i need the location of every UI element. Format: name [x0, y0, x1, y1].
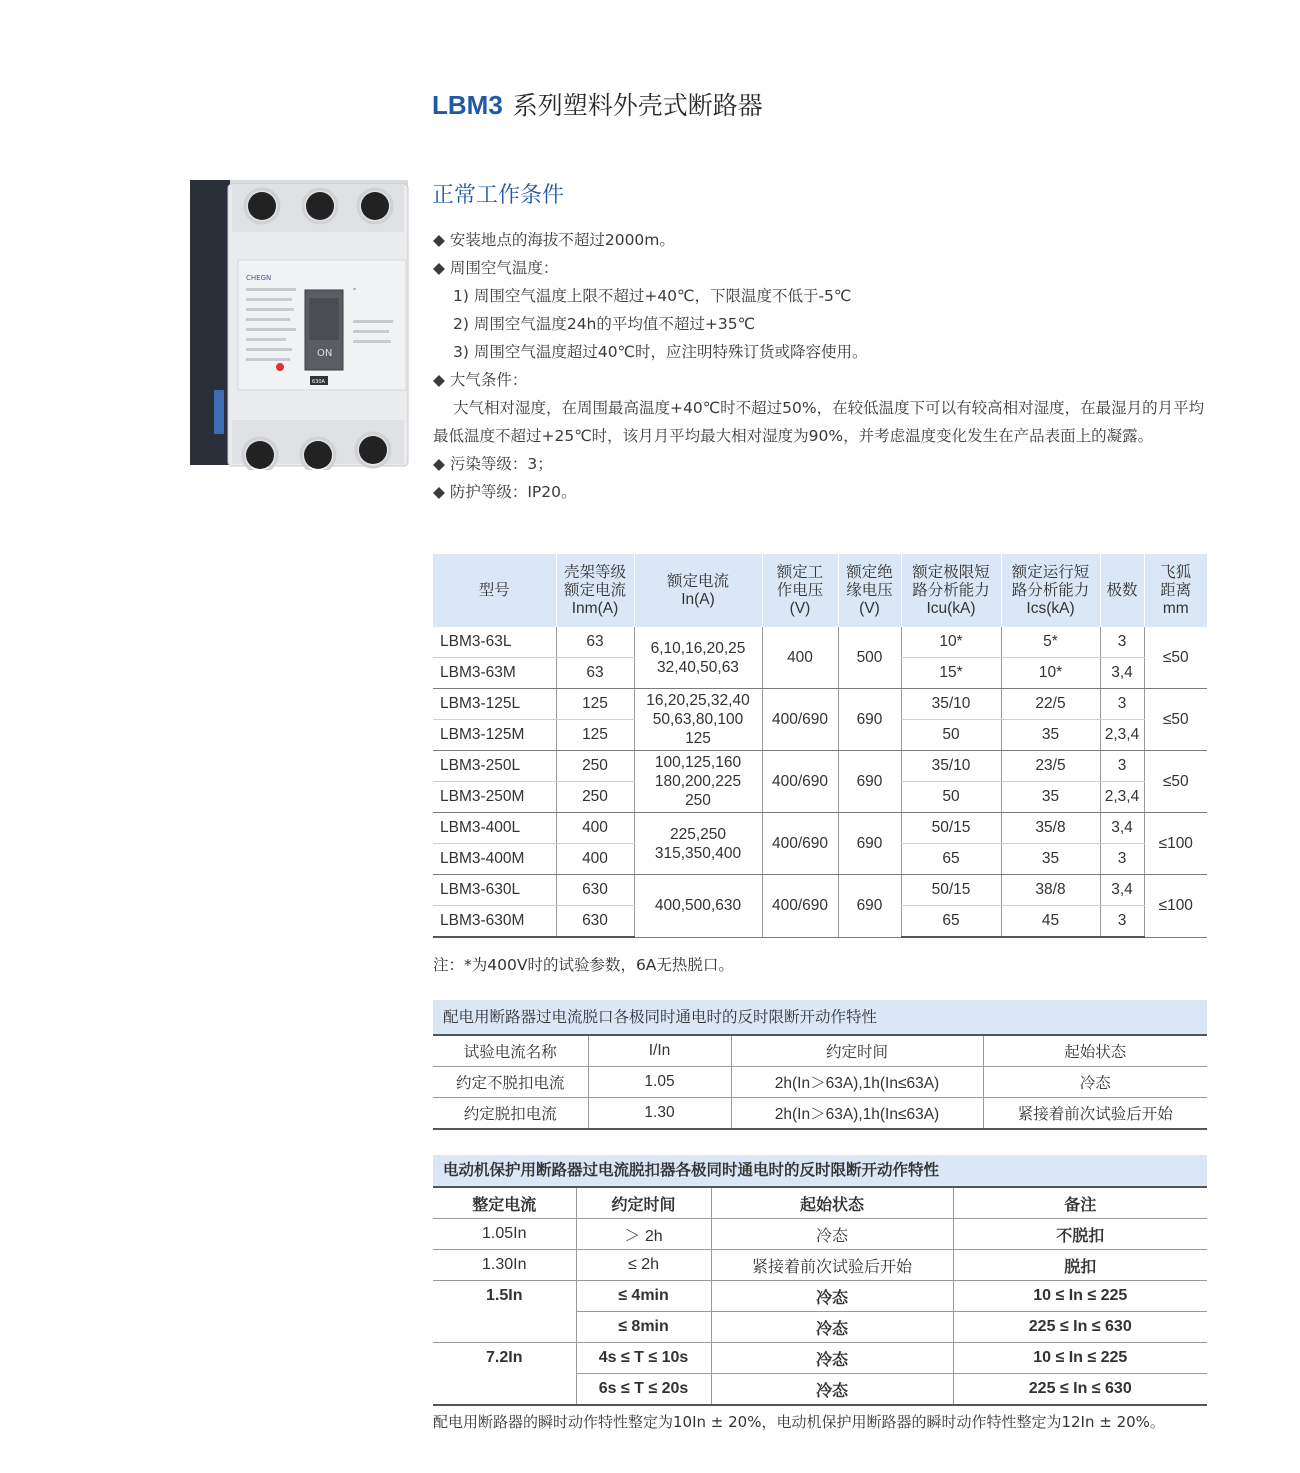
model-cell: LBM3-630M: [433, 906, 556, 938]
spec-header-cell: 额定工 作电压 (V): [762, 554, 838, 627]
table-row: [433, 1067, 1207, 1098]
ics-cell: 35: [1001, 844, 1100, 875]
rated-voltage-cell: 400/690: [762, 875, 838, 938]
icu-cell: 65: [901, 844, 1001, 875]
motor-table-caption: 电动机保护用断路器过电流脱扣器各极同时通电时的反时限断开动作特性: [433, 1155, 1207, 1186]
motor-cell: 4s ≤ T ≤ 10s: [576, 1343, 711, 1374]
spec-header-cell: 极数: [1100, 554, 1144, 627]
dist-cell: 紧接着前次试验后开始: [983, 1098, 1207, 1130]
model-cell: LBM3-250L: [433, 751, 556, 782]
poles-cell: 3: [1100, 844, 1144, 875]
motor-cell: [433, 1312, 576, 1343]
model-cell: LBM3-630L: [433, 875, 556, 906]
ics-cell: 35: [1001, 782, 1100, 813]
spec-header-cell: 额定电流 In(A): [634, 554, 762, 627]
frame-current-cell: 125: [556, 689, 634, 720]
section-heading: 正常工作条件: [432, 183, 565, 208]
poles-cell: 3,4: [1100, 875, 1144, 906]
model-cell: LBM3-400M: [433, 844, 556, 875]
frame-current-cell: 125: [556, 720, 634, 751]
frame-current-cell: 400: [556, 844, 634, 875]
motor-cell: 1.5In: [486, 1287, 523, 1305]
frame-current-cell: 630: [556, 906, 634, 938]
ics-cell: 23/5: [1001, 751, 1100, 782]
icu-cell: 50/15: [901, 875, 1001, 906]
icu-cell: 50: [901, 782, 1001, 813]
ics-cell: 35: [1001, 720, 1100, 751]
ics-cell: 38/8: [1001, 875, 1100, 906]
condition-temp-2: 2) 周围空气温度24h的平均值不超过+35℃: [453, 315, 756, 333]
frame-current-cell: 250: [556, 751, 634, 782]
poles-cell: 3: [1100, 906, 1144, 938]
spec-header-cell: 额定运行短 路分析能力 Ics(kA): [1001, 554, 1100, 627]
rated-voltage-cell: 400: [762, 627, 838, 689]
ics-cell: 45: [1001, 906, 1100, 938]
rated-current-cell: 6,10,16,20,25 32,40,50,63: [634, 627, 762, 689]
rated-voltage-cell: 400/690: [762, 689, 838, 751]
condition-temp-3: 3) 周围空气温度超过40℃时，应注明特殊订货或降容使用。: [453, 343, 868, 361]
motor-cell: 冷态: [711, 1281, 953, 1312]
motor-header-row: [433, 1187, 1207, 1219]
rated-voltage-cell: 400/690: [762, 751, 838, 813]
title-model: LBM3: [432, 90, 503, 120]
dist-header-cell: 约定时间: [731, 1035, 983, 1067]
spec-table: [433, 554, 1207, 938]
motor-cell: 225 ≤ In ≤ 630: [953, 1312, 1207, 1343]
icu-cell: 50/15: [901, 813, 1001, 844]
model-cell: LBM3-400L: [433, 813, 556, 844]
ics-cell: 22/5: [1001, 689, 1100, 720]
motor-cell: 6s ≤ T ≤ 20s: [576, 1374, 711, 1406]
motor-cell: 10 ≤ In ≤ 225: [953, 1343, 1207, 1374]
icu-cell: 50: [901, 720, 1001, 751]
motor-cell: 冷态: [711, 1343, 953, 1374]
arc-distance-cell: ≤50: [1144, 689, 1207, 751]
table-row: [433, 813, 1207, 844]
page-title: [432, 86, 763, 122]
dist-cell: 约定不脱扣电流: [433, 1067, 588, 1098]
motor-cell: 10 ≤ In ≤ 225: [953, 1281, 1207, 1312]
icu-cell: 35/10: [901, 751, 1001, 782]
title-name: 系列塑料外壳式断路器: [512, 91, 763, 120]
ics-cell: 10*: [1001, 658, 1100, 689]
motor-cell: ＞ 2h: [576, 1219, 711, 1250]
product-brand: CHEGN: [246, 274, 272, 282]
rated-current-cell: 16,20,25,32,40 50,63,80,100 125: [634, 689, 762, 751]
arc-distance-cell: ≤50: [1144, 751, 1207, 813]
dist-cell: 1.05: [588, 1067, 731, 1098]
frame-current-cell: 630: [556, 875, 634, 906]
motor-table: [433, 1186, 1207, 1406]
condition-temp-1: 1) 周围空气温度上限不超过+40℃，下限温度不低于-5℃: [453, 287, 852, 305]
motor-header-cell: 备注: [953, 1187, 1207, 1219]
motor-cell: 225 ≤ In ≤ 630: [953, 1374, 1207, 1406]
dist-cell: 1.30: [588, 1098, 731, 1130]
condition-humidity: 大气相对湿度，在周围最高温度+40℃时不超过50%，在较低温度下可以有较高相对湿度，在最湿月的月平均最低温度不超过+25℃时，该月月平均最大相对湿度为90%，并考虑温度变化发生在产品表面上的凝露。: [433, 399, 1205, 445]
condition-atmosphere: ◆ 大气条件：: [433, 371, 528, 389]
poles-cell: 3: [1100, 689, 1144, 720]
dist-header-cell: 试验电流名称: [433, 1035, 588, 1067]
dist-cell: 2h(In＞63A),1h(In≤63A): [731, 1098, 983, 1130]
rated-current-cell: 225,250 315,350,400: [634, 813, 762, 875]
frame-current-cell: 63: [556, 658, 634, 689]
spec-header-cell: 型号: [433, 554, 556, 627]
frame-current-cell: 400: [556, 813, 634, 844]
dist-table-caption: 配电用断路器过电流脱口各极同时通电时的反时限断开动作特性: [433, 1000, 1207, 1034]
spec-header-cell: 飞狐 距离 mm: [1144, 554, 1207, 627]
ics-cell: 5*: [1001, 627, 1100, 658]
motor-header-cell: 整定电流: [433, 1187, 576, 1219]
instant-trip-note: 配电用断路器的瞬时动作特性整定为10In ± 20%，电动机保护用断路器的瞬时动作特性整定为12In ± 20%。: [433, 1413, 1165, 1431]
insulation-voltage-cell: 500: [838, 627, 901, 689]
arc-distance-cell: ≤100: [1144, 875, 1207, 938]
dist-cell: 冷态: [983, 1067, 1207, 1098]
table-row: [433, 1374, 1207, 1406]
spec-header-cell: 壳架等级 额定电流 Inm(A): [556, 554, 634, 627]
motor-cell: 紧接着前次试验后开始: [711, 1250, 953, 1281]
motor-cell: 7.2In: [486, 1349, 523, 1367]
condition-temperature: ◆ 周围空气温度：: [433, 259, 559, 277]
poles-cell: 2,3,4: [1100, 720, 1144, 751]
spec-header-cell: 额定绝 缘电压 (V): [838, 554, 901, 627]
frame-current-cell: 250: [556, 782, 634, 813]
icu-cell: 10*: [901, 627, 1001, 658]
table-row: [433, 1281, 1207, 1312]
product-rating: 630A: [312, 379, 325, 385]
model-cell: LBM3-63M: [433, 658, 556, 689]
insulation-voltage-cell: 690: [838, 813, 901, 875]
motor-header-cell: 起始状态: [711, 1187, 953, 1219]
condition-altitude: ◆ 安装地点的海拔不超过2000m。: [433, 231, 675, 249]
table-row: [433, 689, 1207, 720]
table-row: [433, 875, 1207, 906]
arc-distance-cell: ≤50: [1144, 627, 1207, 689]
table-row: [433, 1312, 1207, 1343]
dist-header-cell: 起始状态: [983, 1035, 1207, 1067]
conditions-list: [433, 226, 1211, 506]
table-row: [433, 1098, 1207, 1130]
icu-cell: 15*: [901, 658, 1001, 689]
table-row: [433, 1250, 1207, 1281]
poles-cell: 3: [1100, 627, 1144, 658]
poles-cell: 3: [1100, 751, 1144, 782]
model-cell: LBM3-250M: [433, 782, 556, 813]
arc-distance-cell: ≤100: [1144, 813, 1207, 875]
poles-cell: 3,4: [1100, 658, 1144, 689]
spec-header-row: [433, 554, 1207, 627]
motor-cell: [433, 1374, 576, 1406]
spec-note: 注：*为400V时的试验参数，6A无热脱口。: [433, 956, 734, 974]
icu-cell: 65: [901, 906, 1001, 938]
insulation-voltage-cell: 690: [838, 689, 901, 751]
poles-cell: 3,4: [1100, 813, 1144, 844]
motor-cell: 脱扣: [953, 1250, 1207, 1281]
icu-cell: 35/10: [901, 689, 1001, 720]
frame-current-cell: 63: [556, 627, 634, 658]
circuit-breaker-image: [190, 180, 412, 470]
model-cell: LBM3-125M: [433, 720, 556, 751]
motor-cell: ≤ 8min: [576, 1312, 711, 1343]
rated-voltage-cell: 400/690: [762, 813, 838, 875]
motor-cell: 冷态: [711, 1219, 953, 1250]
dist-cell: 约定脱扣电流: [433, 1098, 588, 1130]
rated-current-cell: 100,125,160 180,200,225 250: [634, 751, 762, 813]
condition-protection: ◆ 防护等级：IP20。: [433, 483, 577, 501]
rated-current-cell: 400,500,630: [634, 875, 762, 938]
table-row: [433, 1219, 1207, 1250]
motor-cell: 不脱扣: [953, 1219, 1207, 1250]
motor-cell: 冷态: [711, 1312, 953, 1343]
condition-pollution: ◆ 污染等级：3；: [433, 455, 553, 473]
dist-table: [433, 1034, 1207, 1130]
motor-cell: 冷态: [711, 1374, 953, 1406]
table-row: [433, 751, 1207, 782]
motor-cell: 1.30In: [433, 1250, 576, 1281]
motor-cell: 1.05In: [433, 1219, 576, 1250]
dist-header-cell: I/In: [588, 1035, 731, 1067]
spec-header-cell: 额定极限短 路分析能力 Icu(kA): [901, 554, 1001, 627]
insulation-voltage-cell: 690: [838, 751, 901, 813]
model-cell: LBM3-63L: [433, 627, 556, 658]
table-row: [433, 627, 1207, 658]
ics-cell: 35/8: [1001, 813, 1100, 844]
dist-cell: 2h(In＞63A),1h(In≤63A): [731, 1067, 983, 1098]
insulation-voltage-cell: 690: [838, 875, 901, 938]
product-switch-label: ON: [317, 348, 333, 359]
table-row: [433, 1343, 1207, 1374]
dist-header-row: [433, 1035, 1207, 1067]
motor-cell: ≤ 2h: [576, 1250, 711, 1281]
motor-cell: ≤ 4min: [576, 1281, 711, 1312]
model-cell: LBM3-125L: [433, 689, 556, 720]
motor-header-cell: 约定时间: [576, 1187, 711, 1219]
poles-cell: 2,3,4: [1100, 782, 1144, 813]
